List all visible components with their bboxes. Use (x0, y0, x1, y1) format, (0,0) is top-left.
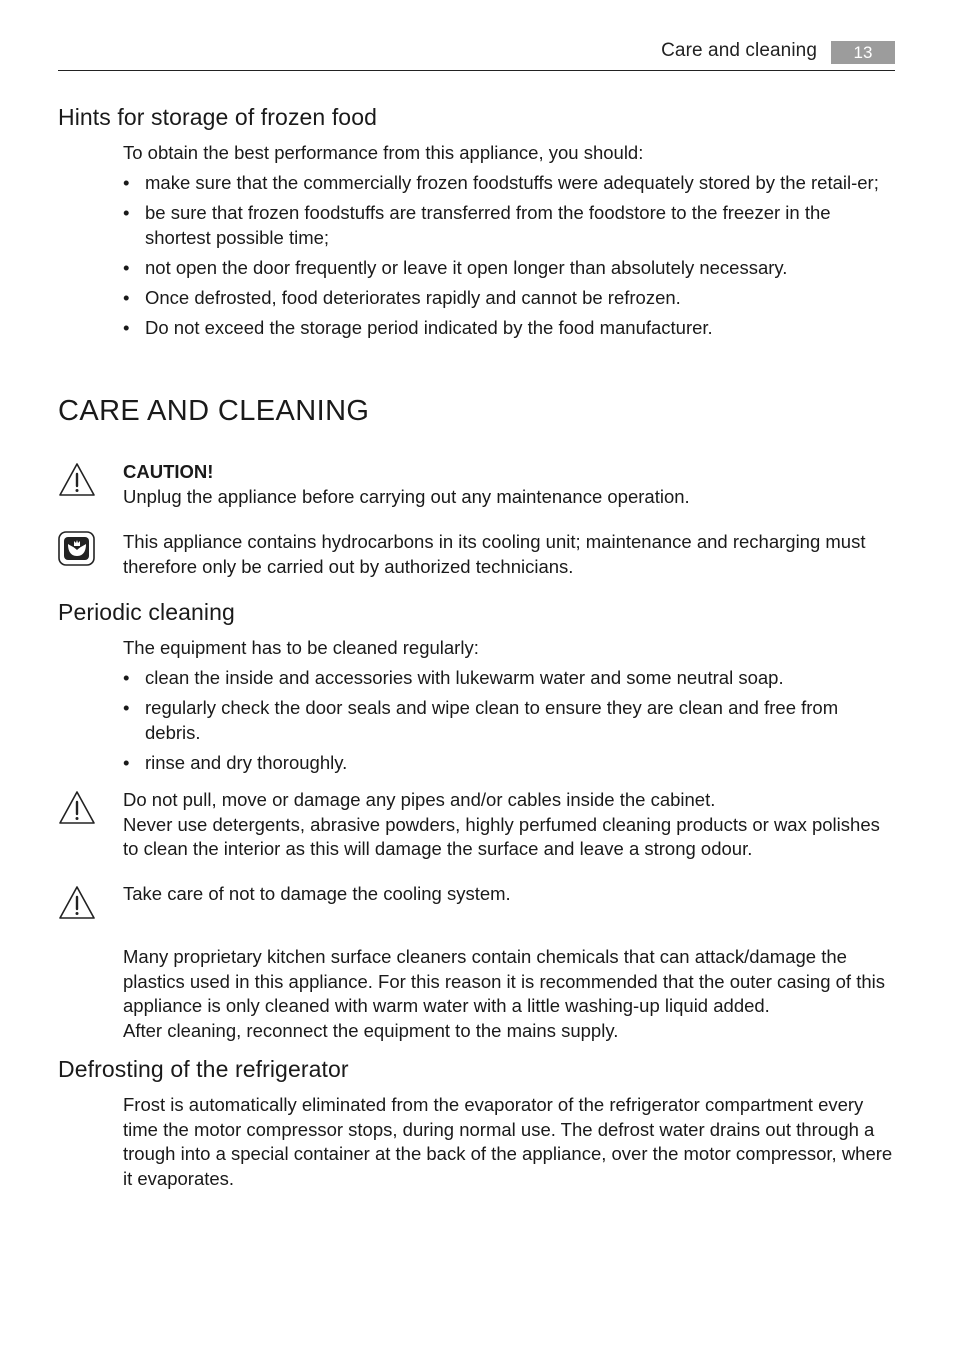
reconnect-text: After cleaning, reconnect the equipment to the mains supply. (123, 1019, 619, 1041)
warning-triangle-icon (57, 789, 97, 827)
cleaners-text: Many proprietary kitchen surface cleaners contain chemicals that can attack/damage the plastics used in this appliance. For this reason it is recommended that the outer casing of this appliance is only cleaned with warm water with a little washing-up liquid added. (123, 946, 885, 1016)
caution-label: CAUTION! (123, 461, 214, 482)
pipes-warning-line2: Never use detergents, abrasive powders, highly perfumed cleaning products or wax polishes to clean the interior as this will damage the surface and leave a strong odour. (123, 813, 880, 859)
storage-heading: Hints for storage of frozen food (58, 104, 377, 130)
cooling-system-warning: Take care of not to damage the cooling system. (123, 883, 511, 904)
defrost-text: Frost is automatically eliminated from the evaporator of the refrigerator compartment every time the motor compressor stops, during normal use. The defrost water drains out through a trough into a special container at the back of the appliance, over the motor compressor, where it evaporates. (123, 1094, 893, 1189)
list-item: • rinse and dry thoroughly. (123, 751, 895, 776)
list-item: • regularly check the door seals and wipe clean to ensure they are clean and free from debris. (123, 696, 895, 745)
page-number: 13 (831, 41, 895, 64)
storage-bullet-list (123, 171, 895, 346)
page-header (58, 38, 895, 71)
list-item: • clean the inside and accessories with lukewarm water and some neutral soap. (123, 666, 895, 691)
environment-flower-icon (57, 530, 97, 568)
pipes-warning (123, 788, 895, 862)
periodic-heading: Periodic cleaning (58, 599, 235, 625)
list-item: • not open the door frequently or leave it open longer than absolutely necessary. (123, 256, 895, 281)
hydrocarbon-notice: This appliance contains hydrocarbons in its cooling unit; maintenance and recharging must therefore only be carried out by authorized technicians. (123, 531, 866, 577)
warning-triangle-icon (57, 884, 97, 922)
care-heading: CARE AND CLEANING (58, 395, 370, 427)
list-item: • Do not exceed the storage period indicated by the food manufacturer. (123, 316, 895, 341)
list-item: • be sure that frozen foodstuffs are transferred from the foodstore to the freezer in the shortest possible time; (123, 201, 895, 250)
cleaners-paragraph (123, 945, 895, 1043)
header-section-title: Care and cleaning (661, 40, 817, 61)
pipes-warning-line1: Do not pull, move or damage any pipes and/or cables inside the cabinet. (123, 789, 716, 810)
caution-text: Unplug the appliance before carrying out any maintenance operation. (123, 485, 690, 507)
periodic-bullet-list (123, 666, 895, 781)
list-item: • make sure that the commercially frozen foodstuffs were adequately stored by the retail-er; (123, 171, 895, 196)
defrost-heading: Defrosting of the refrigerator (58, 1056, 349, 1082)
storage-intro: To obtain the best performance from this appliance, you should: (123, 142, 644, 163)
list-item: • Once defrosted, food deteriorates rapidly and cannot be refrozen. (123, 286, 895, 311)
caution-block (123, 460, 895, 509)
warning-triangle-icon (57, 461, 97, 499)
periodic-intro: The equipment has to be cleaned regularly: (123, 637, 479, 658)
